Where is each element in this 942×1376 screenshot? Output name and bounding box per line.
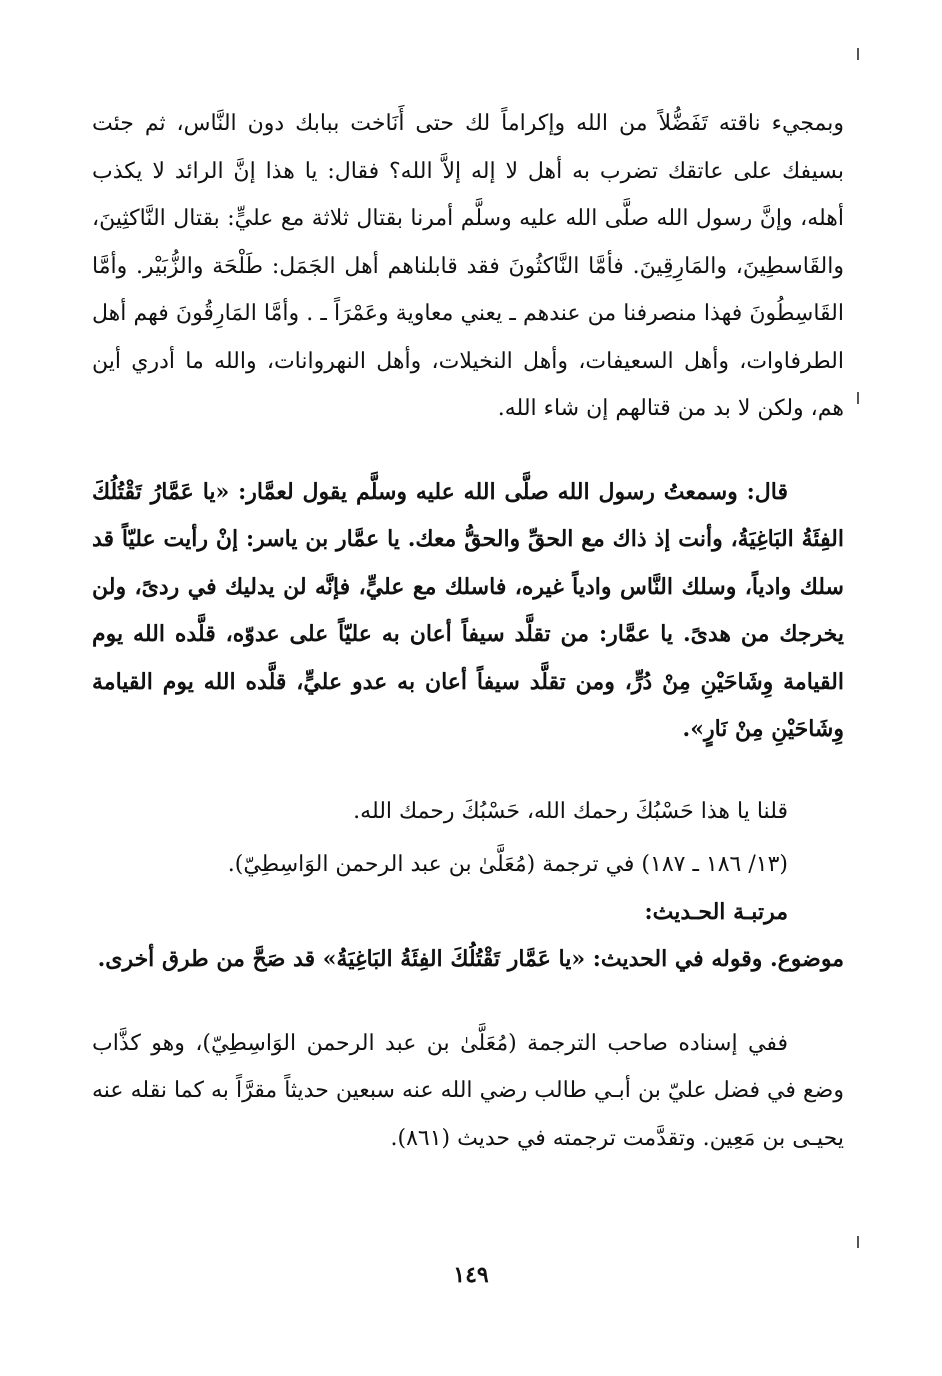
paragraph-3	[92, 788, 844, 836]
citation-text: (١٣/ ١٨٦ ـ ١٨٧) في ترجمة (مُعَلَّىٰ بن عبد الرحمن الوَاسِطِيّ).	[227, 852, 788, 877]
paragraph-2	[92, 469, 844, 754]
paragraph-1-text: وبمجيء ناقته تَفَضُّلاً من الله وإكراماً لك حتى أَنَاخت ببابك دون النَّاس، ثم جئت بسيفك على عاتقك تضرب به أهل لا إله إلاَّ الله؟ فقال: يا هذا إنَّ الرائد لا يكذب أهله، وإنَّ رسول الله صلَّى الله عليه وسلَّم أمرنا بقتال ثلاثة مع عليٍّ: بقتال النَّاكثِينَ، والقَاسطِينَ، والمَارِقِينَ. فأمَّا النَّاكثُونَ فقد قابلناهم أهل الجَمَل: طَلْحَة والزُّبَيْر. وأمَّا القَاسِطُونَ فهذا منصرفنا من عندهم ـ يعني معاوية وعَمْرَاً ـ . وأمَّا المَارِقُونَ فهم أهل الطرفاوات، وأهل السعيفات، وأهل النخيلات، وأهل النهروانات، والله ما أدري أين هم، ولكن لا بد من قتالهم إن شاء الله.	[92, 111, 844, 421]
paragraph-6	[92, 1020, 844, 1163]
paragraph-5	[92, 936, 844, 984]
paragraph-6-text: ففي إسناده صاحب الترجمة (مُعَلَّىٰ بن عبد الرحمن الوَاسِطِيّ)، وهو كذَّاب وضع في فضل عليّ بن أبـي طالب رضي الله عنه سبعين حديثاً مقرَّاً به كما نقله عنه يحيـى بن مَعِين. وتقدَّمت ترجمته في حديث (٨٦١).	[92, 1030, 844, 1151]
paragraph-4	[92, 841, 844, 889]
paragraph-5-text: موضوع. وقوله في الحديث: «يا عَمَّار تَقْتُلُكَ الفِئَةُ البَاغِيَةُ» قد صَحَّ من طرق أخرى.	[97, 946, 844, 972]
margin-mark	[857, 48, 859, 60]
section-heading: مرتبـة الحـديث:	[644, 898, 788, 925]
margin-mark	[857, 1236, 859, 1248]
page-number: ١٤٩	[453, 1262, 489, 1288]
paragraph-1	[92, 100, 844, 433]
margin-mark	[857, 392, 859, 404]
page-body	[92, 100, 844, 1162]
paragraph-3-text: قلنا يا هذا حَسْبُكَ رحمك الله، حَسْبُكَ رحمك الله.	[353, 798, 788, 824]
paragraph-2-text: قال: وسمعتُ رسول الله صلَّى الله عليه وسلَّم يقول لعمَّار: «يا عَمَّارُ تَقْتُلُكَ الفِئَةُ البَاغِيَةُ، وأنت إذ ذاك مع الحقِّ والحقُّ معك. يا عمَّار بن ياسر: إنْ رأيت عليّاً قد سلك وادياً، وسلك النَّاس وادياً غيره، فاسلك مع عليٍّ، فإنَّه لن يدليك في ردىً، ولن يخرجك من هدىً. يا عمَّار: من تقلَّد سيفاً أعان به عليّاً على عدوّه، قلَّده الله يوم القيامة وِشَاحَيْنِ مِنْ دُرٍّ، ومن تقلَّد سيفاً أعان به عدو عليٍّ، قلَّده الله يوم القيامة وِشَاحَيْنِ مِنْ نَارٍ».	[92, 478, 844, 742]
